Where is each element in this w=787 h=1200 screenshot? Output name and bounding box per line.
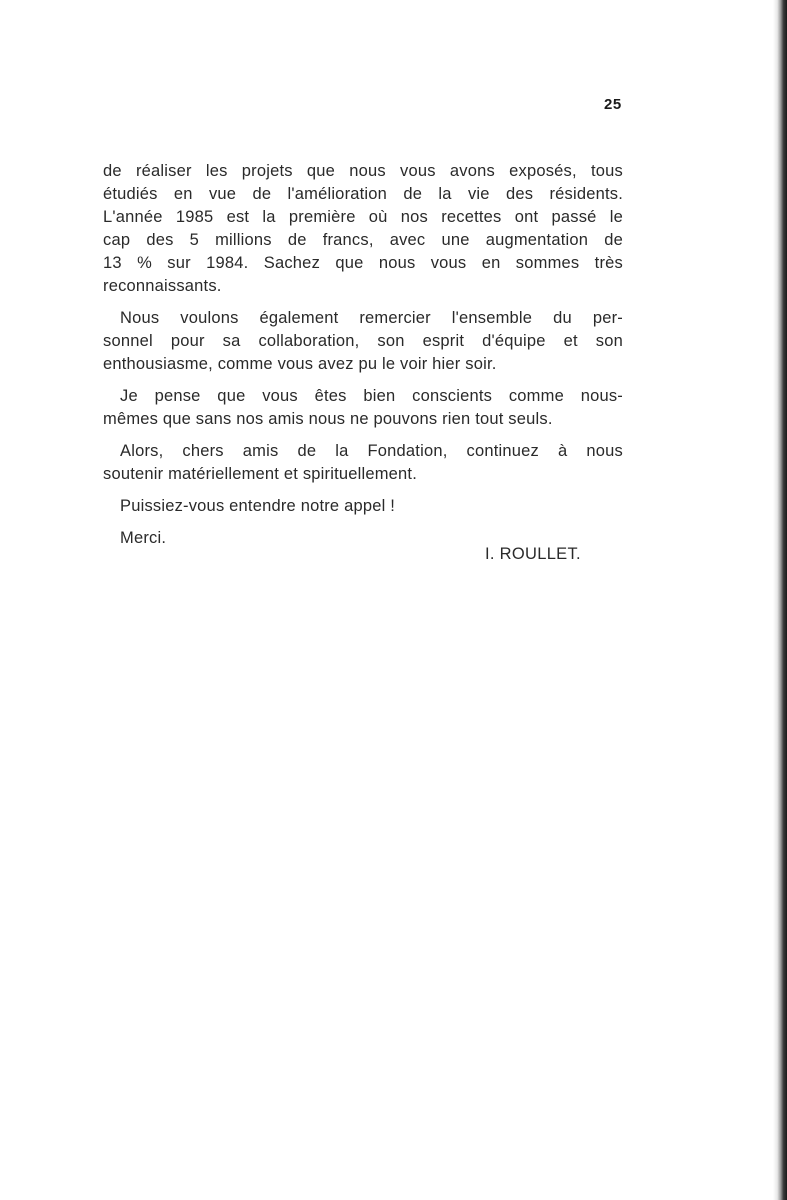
text-line: de réaliser les projets que nous vous avons exposés, tous [103,162,623,180]
text-line: Je pense que vous êtes bien conscients comme nous- [120,387,623,405]
paragraph-friends [103,385,623,431]
text-line: L'année 1985 est la première où nos recettes ont passé le [103,208,623,226]
text-line: Merci. [120,529,167,547]
letter-body [103,160,623,559]
paragraph-appeal [103,440,623,486]
text-line: Nous voulons également remercier l'ensemble du per- [120,309,623,327]
text-line: mêmes que sans nos amis nous ne pouvons rien tout seuls. [103,410,553,428]
text-line: étudiés en vue de l'amélioration de la vie des résidents. [103,185,623,203]
page-edge-shadow [773,0,787,1200]
text-line: Alors, chers amis de la Fondation, continuez à nous [120,442,623,460]
text-line: Puissiez-vous entendre notre appel ! [120,497,396,515]
text-line: 13 % sur 1984. Sachez que nous vous en sommes très [103,254,623,272]
page-number: 25 [604,96,622,113]
paragraph-wish [103,495,623,518]
signature: I. ROULLET. [485,545,581,563]
text-line: soutenir matériellement et spirituellement. [103,465,417,483]
paragraph-projects [103,160,623,298]
paragraph-staff-thanks [103,307,623,376]
text-line: sonnel pour sa collaboration, son esprit d'équipe et son [103,332,623,350]
text-line: enthousiasme, comme vous avez pu le voir hier soir. [103,355,497,373]
text-line: cap des 5 millions de francs, avec une augmentation de [103,231,623,249]
text-line: reconnaissants. [103,277,222,295]
